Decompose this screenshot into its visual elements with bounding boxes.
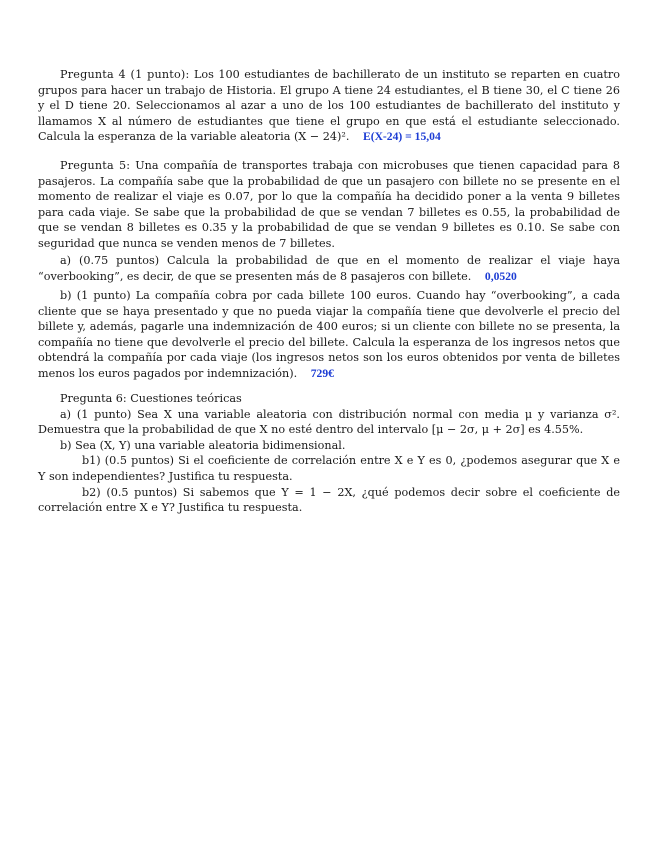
question-5-text: Una compañía de transportes trabaja con microbuses que tienen capacidad para 8 pasajeros. La compañía sabe que la probabilidad de que un pasajero con billete no se presente en el momento de realizar el viaje es 0.07, por lo que la compañía ha decidido poner a la venta 9 billetes para cada viaje. Se sabe que la probabilidad de que se vendan 7 billetes es 0.55, la probabilidad de que se vendan 8 billetes es 0.35 y la probabilidad de que se vendan 9 billetes es 0.10. Se sabe con seguridad que nunca se venden menos de 7 billetes.: [38, 159, 620, 250]
question-4: [38, 67, 620, 145]
question-5: [38, 158, 620, 252]
question-6b1-text: b1) (0.5 puntos) Si el coeficiente de correlación entre X e Y es 0, ¿podemos asegurar que X e Y son independientes? Justifica tu respuesta.: [38, 454, 620, 483]
question-5b: [38, 288, 620, 382]
question-5b-text: b) (1 punto) La compañía cobra por cada billete 100 euros. Cuando hay “overbooking”, a cada cliente que se haya presentado y que no pueda viajar la compañía tiene que devolverle el precio del billete y, además, pagarle una indemnización de 400 euros; si un cliente con billete no se presenta, la compañía no tiene que devolverle el precio del billete. Calcula la esperanza de los ingresos netos que obtendrá la compañía por cada viaje (los ingresos netos son los euros obtenidos por venta de billetes menos los euros pagados por indemnización).: [38, 289, 620, 380]
question-5a-paragraph: [38, 253, 620, 284]
question-4-text: Los 100 estudiantes de bachillerato de un instituto se reparten en cuatro grupos para hacer un trabajo de Historia. El grupo A tiene 24 estudiantes, el B tiene 30, el C tiene 26 y el D tiene 20. Seleccionamos al azar a uno de los 100 estudiantes de bachillerato del instituto y llamamos X al número de estudiantes que tiene el grupo en que está el estudiante seleccionado. Calcula la esperanza de la variable aleatoria (X − 24)².: [38, 68, 621, 144]
question-5a-answer: 0,0520: [484, 269, 517, 283]
question-6-heading: Pregunta 6: Cuestiones teóricas: [60, 392, 242, 405]
question-5-heading: Pregunta 5:: [60, 159, 131, 172]
question-6: [38, 391, 620, 516]
question-4-heading: Pregunta 4 (1 punto):: [60, 68, 190, 81]
question-6b2-text: b2) (0.5 puntos) Si sabemos que Y = 1 − 2X, ¿qué podemos decir sobre el coeficiente de correlación entre X e Y? Justifica tu respuesta.: [38, 485, 620, 515]
question-4-answer: E(X-24) = 15,04: [362, 130, 441, 144]
question-5a-text: a) (0.75 puntos) Calcula la probabilidad de que en el momento de realizar el viaje haya “overbooking”, es decir, de que se presenten más de 8 pasajeros con billete.: [38, 254, 620, 283]
question-4-paragraph: [38, 67, 620, 145]
question-5b-paragraph: [38, 288, 620, 382]
question-6b-text: b) Sea (X, Y) una variable aleatoria bidimensional.: [60, 438, 346, 452]
question-5-paragraph: [38, 158, 620, 252]
question-5b-answer: 729€: [310, 366, 334, 380]
question-6a-text: a) (1 punto) Sea X una variable aleatoria con distribución normal con media μ y varianza σ². Demuestra que la probabilidad de que X no esté dentro del intervalo [μ − 2σ, μ + 2σ] es 4.55%.: [38, 407, 620, 437]
question-5a: [38, 253, 620, 284]
